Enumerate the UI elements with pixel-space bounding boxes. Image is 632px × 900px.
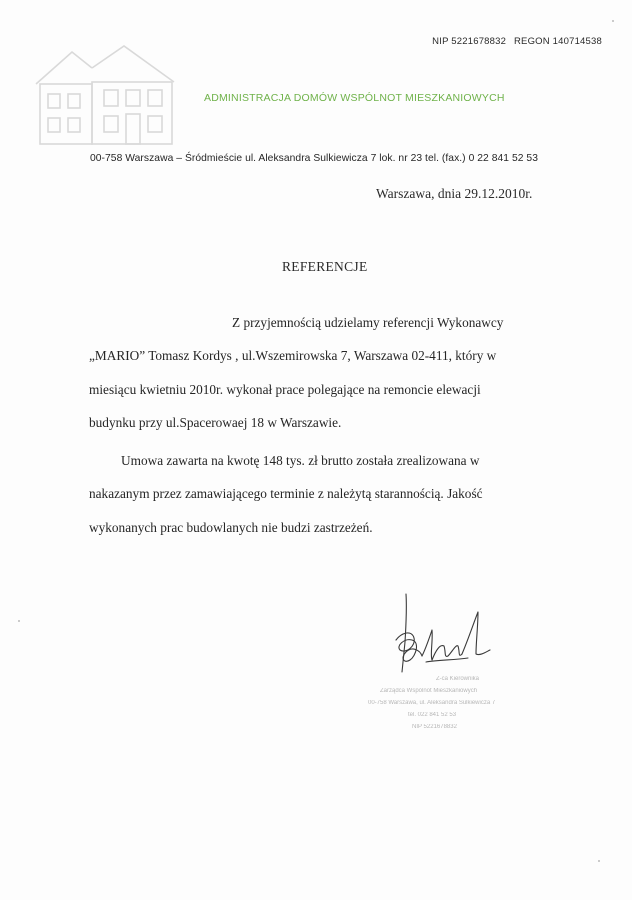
stamp-line: 00-758 Warszawa, ul. Aleksandra Sulkiewicza 7 [368,700,496,706]
nip-number: NIP 5221678832 [432,36,507,47]
handwritten-signature-icon [386,590,496,690]
house-logo-icon [32,44,178,148]
company-identifiers [432,36,602,47]
body-line: budynku przy ul.Spacerowaej 18 w Warszawie. [89,415,342,430]
scan-speck [598,860,600,862]
body-line: Z przyjemnością udzielamy referencji Wykonawcy [232,315,504,330]
body-line: „MARIO” Tomasz Kordys , ul.Wszemirowska 7, Warszawa 02-411, który w [89,348,497,363]
document-title: REFERENCJE [282,259,368,274]
faded-stamp [360,676,540,736]
scan-speck [18,620,20,622]
stamp-line: tel. 022 841 52 53 [408,712,457,718]
stamp-line: Z-ca Kierownika [436,676,480,682]
regon-number: REGON 140714538 [513,36,602,47]
stamp-line: Zarządca Wspólnot Mieszkaniowych [380,688,478,694]
place-and-date: Warszawa, dnia 29.12.2010r. [376,186,533,201]
body-line: wykonanych prac budowlanych nie budzi zastrzeżeń. [89,520,373,535]
body-line: Umowa zawarta na kwotę 148 tys. zł brutto została zrealizowana w [121,453,480,468]
scan-speck [612,20,614,22]
organization-address: 00-758 Warszawa – Śródmieście ul. Aleksandra Sulkiewicza 7 lok. nr 23 tel. (fax.) 0 22 841 52 53 [90,153,538,164]
stamp-line: NIP 5221678832 [412,724,457,730]
body-line: nakazanym przez zamawiającego terminie z należytą starannością. Jakość [89,486,483,501]
body-line: miesiącu kwietniu 2010r. wykonał prace polegające na remoncie elewacji [89,382,481,397]
organization-name: ADMINISTRACJA DOMÓW WSPÓLNOT MIESZKANIOWYCH [204,92,505,104]
